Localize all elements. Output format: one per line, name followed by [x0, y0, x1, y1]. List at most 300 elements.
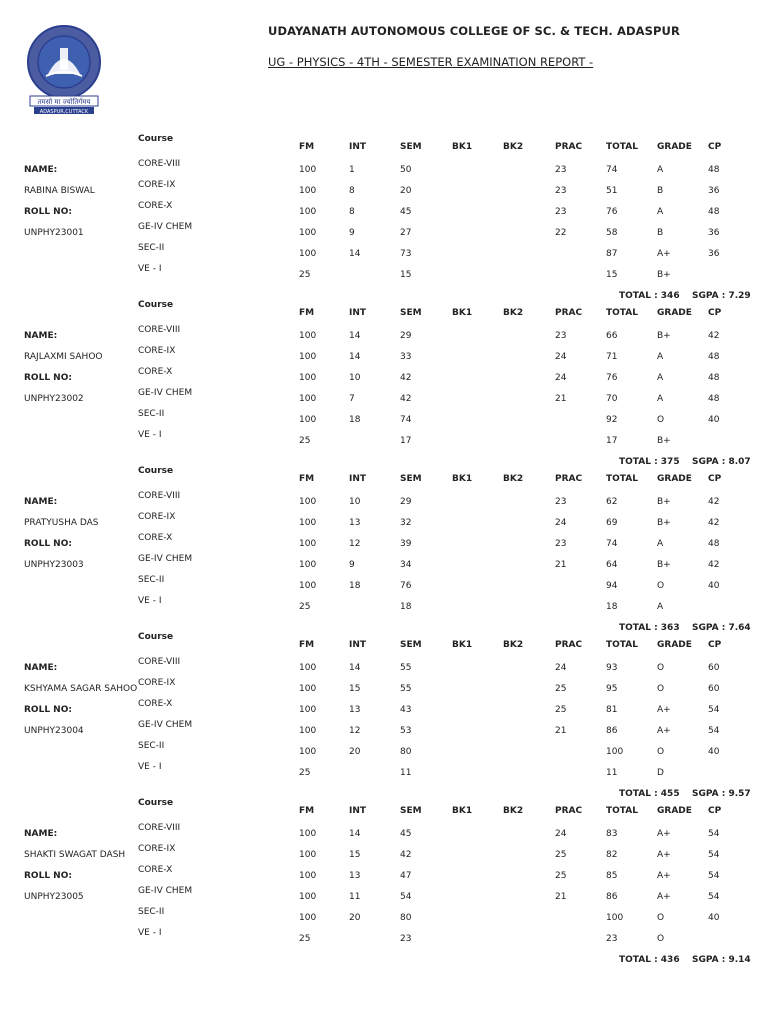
- score-cell-int: 20: [349, 913, 361, 923]
- score-cell-grade: B+: [657, 270, 671, 280]
- score-cell-grade: B+: [657, 560, 671, 570]
- score-cell-sem: 23: [400, 934, 412, 944]
- score-cell-grade: A+: [657, 705, 671, 715]
- column-header-sem: SEM: [400, 308, 422, 318]
- score-cell-total: 11: [606, 768, 618, 778]
- score-cell-cp: 48: [708, 373, 720, 383]
- score-cell-cp: 48: [708, 539, 720, 549]
- score-cell-cp: 60: [708, 684, 720, 694]
- column-header-fm: FM: [299, 474, 315, 484]
- score-cell-grade: A+: [657, 892, 671, 902]
- score-cell-cp: 36: [708, 228, 720, 238]
- column-header-prac: PRAC: [555, 142, 583, 152]
- column-header-fm: FM: [299, 640, 315, 650]
- score-cell-prac: 21: [555, 892, 567, 902]
- score-cell-grade: B+: [657, 497, 671, 507]
- course-name: GE-IV CHEM: [138, 222, 193, 232]
- score-cell-prac: 24: [555, 829, 567, 839]
- score-cell-fm: 100: [299, 892, 317, 902]
- roll-label: ROLL NO:: [24, 705, 72, 715]
- column-header-grade: GRADE: [657, 142, 692, 152]
- result-blocks: [0, 131, 768, 965]
- score-cell-int: 15: [349, 850, 361, 860]
- score-cell-total: 18: [606, 602, 618, 612]
- score-cell-cp: 48: [708, 394, 720, 404]
- report-title: UG - PHYSICS - 4TH - SEMESTER EXAMINATION REPORT -: [268, 55, 594, 69]
- score-cell-fm: 100: [299, 829, 317, 839]
- score-cell-cp: 42: [708, 518, 720, 528]
- score-cell-grade: B: [657, 228, 664, 238]
- score-cell-grade: A: [657, 602, 664, 612]
- name-label: NAME:: [24, 497, 58, 507]
- score-cell-fm: 100: [299, 228, 317, 238]
- score-cell-prac: 25: [555, 871, 567, 881]
- score-cell-total: 100: [606, 747, 624, 757]
- score-cell-total: 81: [606, 705, 618, 715]
- column-header-prac: PRAC: [555, 806, 583, 816]
- score-cell-int: 12: [349, 726, 361, 736]
- score-cell-grade: A: [657, 352, 664, 362]
- score-cell-total: 51: [606, 186, 618, 196]
- score-cell-total: 23: [606, 934, 618, 944]
- score-cell-sem: 73: [400, 249, 412, 259]
- score-cell-sem: 45: [400, 829, 412, 839]
- score-cell-fm: 100: [299, 726, 317, 736]
- course-name: GE-IV CHEM: [138, 388, 193, 398]
- course-name: CORE-IX: [138, 512, 176, 522]
- score-cell-sem: 39: [400, 539, 412, 549]
- score-cell-total: 74: [606, 539, 618, 549]
- sgpa-value: SGPA : 9.57: [692, 789, 751, 799]
- score-cell-sem: 42: [400, 394, 412, 404]
- column-header-bk2: BK2: [503, 806, 524, 816]
- course-name: VE - I: [138, 928, 162, 938]
- score-cell-total: 62: [606, 497, 618, 507]
- student-name: RABINA BISWAL: [24, 186, 95, 196]
- course-name: SEC-II: [138, 243, 165, 253]
- column-header-sem: SEM: [400, 474, 422, 484]
- score-cell-cp: 40: [708, 415, 720, 425]
- score-cell-grade: A+: [657, 726, 671, 736]
- course-header: Course: [138, 632, 174, 642]
- course-name: CORE-VIII: [138, 325, 181, 335]
- student-result-block: [0, 131, 768, 301]
- course-name: CORE-IX: [138, 844, 176, 854]
- score-cell-total: 66: [606, 331, 618, 341]
- score-cell-sem: 55: [400, 684, 412, 694]
- student-result-block: [0, 297, 768, 467]
- score-cell-fm: 100: [299, 207, 317, 217]
- column-header-fm: FM: [299, 308, 315, 318]
- score-cell-total: 92: [606, 415, 618, 425]
- course-name: GE-IV CHEM: [138, 886, 193, 896]
- name-label: NAME:: [24, 165, 58, 175]
- score-cell-int: 15: [349, 684, 361, 694]
- score-cell-grade: A+: [657, 829, 671, 839]
- score-cell-grade: B+: [657, 331, 671, 341]
- score-cell-sem: 54: [400, 892, 412, 902]
- score-cell-cp: 54: [708, 726, 720, 736]
- score-cell-cp: 60: [708, 663, 720, 673]
- score-cell-total: 70: [606, 394, 618, 404]
- score-cell-cp: 42: [708, 331, 720, 341]
- column-header-cp: CP: [708, 640, 722, 650]
- score-cell-fm: 100: [299, 331, 317, 341]
- college-logo: [24, 24, 104, 114]
- score-cell-sem: 29: [400, 497, 412, 507]
- score-cell-cp: 42: [708, 560, 720, 570]
- column-header-bk1: BK1: [452, 640, 473, 650]
- student-name: PRATYUSHA DAS: [24, 518, 99, 528]
- column-header-total: TOTAL: [606, 640, 638, 650]
- total-marks: TOTAL : 363: [619, 623, 680, 633]
- score-cell-grade: O: [657, 415, 665, 425]
- score-cell-cp: 42: [708, 497, 720, 507]
- score-cell-int: 12: [349, 539, 361, 549]
- score-cell-total: 58: [606, 228, 618, 238]
- score-cell-grade: O: [657, 684, 665, 694]
- total-marks: TOTAL : 375: [619, 457, 680, 467]
- score-cell-int: 7: [349, 394, 355, 404]
- score-cell-total: 86: [606, 892, 618, 902]
- column-header-grade: GRADE: [657, 640, 692, 650]
- column-header-sem: SEM: [400, 142, 422, 152]
- student-name: KSHYAMA SAGAR SAHOO: [24, 684, 138, 694]
- score-cell-fm: 100: [299, 871, 317, 881]
- column-header-prac: PRAC: [555, 474, 583, 484]
- score-cell-fm: 100: [299, 850, 317, 860]
- score-cell-prac: 21: [555, 560, 567, 570]
- score-cell-cp: 54: [708, 892, 720, 902]
- score-cell-total: 15: [606, 270, 618, 280]
- score-cell-grade: A+: [657, 249, 671, 259]
- score-cell-fm: 100: [299, 539, 317, 549]
- column-header-int: INT: [349, 142, 367, 152]
- score-cell-total: 95: [606, 684, 618, 694]
- score-cell-sem: 45: [400, 207, 412, 217]
- column-header-grade: GRADE: [657, 308, 692, 318]
- total-marks: TOTAL : 346: [619, 291, 680, 301]
- sgpa-value: SGPA : 9.14: [692, 955, 751, 965]
- column-header-prac: PRAC: [555, 640, 583, 650]
- score-cell-int: 9: [349, 560, 355, 570]
- column-header-bk1: BK1: [452, 142, 473, 152]
- score-cell-sem: 80: [400, 913, 412, 923]
- svg-text:तमसो मा ज्योतिर्गमय: तमसो मा ज्योतिर्गमय: [37, 98, 91, 106]
- score-cell-sem: 80: [400, 747, 412, 757]
- score-cell-cp: 54: [708, 850, 720, 860]
- score-cell-prac: 24: [555, 373, 567, 383]
- score-cell-prac: 25: [555, 684, 567, 694]
- column-header-cp: CP: [708, 474, 722, 484]
- column-header-grade: GRADE: [657, 474, 692, 484]
- score-cell-prac: 21: [555, 726, 567, 736]
- score-cell-fm: 100: [299, 913, 317, 923]
- course-header: Course: [138, 134, 174, 144]
- score-cell-cp: 40: [708, 913, 720, 923]
- score-cell-sem: 74: [400, 415, 412, 425]
- score-cell-prac: 23: [555, 165, 567, 175]
- column-header-grade: GRADE: [657, 806, 692, 816]
- score-cell-fm: 100: [299, 684, 317, 694]
- course-name: CORE-X: [138, 699, 173, 709]
- score-cell-cp: 36: [708, 249, 720, 259]
- roll-number: UNPHY23001: [24, 228, 84, 238]
- student-name: SHAKTI SWAGAT DASH: [24, 850, 126, 860]
- score-cell-sem: 20: [400, 186, 412, 196]
- score-cell-sem: 18: [400, 602, 412, 612]
- score-cell-int: 1: [349, 165, 355, 175]
- name-label: NAME:: [24, 663, 58, 673]
- score-cell-fm: 100: [299, 394, 317, 404]
- course-name: CORE-IX: [138, 678, 176, 688]
- course-header: Course: [138, 300, 174, 310]
- column-header-fm: FM: [299, 142, 315, 152]
- score-cell-total: 86: [606, 726, 618, 736]
- score-cell-grade: A: [657, 394, 664, 404]
- score-cell-grade: A+: [657, 850, 671, 860]
- column-header-sem: SEM: [400, 640, 422, 650]
- sgpa-value: SGPA : 8.07: [692, 457, 751, 467]
- score-cell-fm: 25: [299, 436, 311, 446]
- score-cell-prac: 25: [555, 705, 567, 715]
- score-cell-prac: 21: [555, 394, 567, 404]
- column-header-bk1: BK1: [452, 308, 473, 318]
- score-cell-total: 76: [606, 373, 618, 383]
- score-cell-prac: 23: [555, 186, 567, 196]
- score-cell-sem: 42: [400, 850, 412, 860]
- score-cell-sem: 17: [400, 436, 412, 446]
- score-cell-fm: 25: [299, 768, 311, 778]
- score-cell-fm: 100: [299, 705, 317, 715]
- course-name: VE - I: [138, 264, 162, 274]
- score-cell-cp: 36: [708, 186, 720, 196]
- score-cell-sem: 15: [400, 270, 412, 280]
- score-cell-cp: 48: [708, 352, 720, 362]
- score-cell-fm: 100: [299, 581, 317, 591]
- svg-text:ADASPUR,CUTTACK: ADASPUR,CUTTACK: [39, 109, 89, 115]
- column-header-cp: CP: [708, 142, 722, 152]
- score-cell-int: 13: [349, 518, 361, 528]
- score-cell-total: 69: [606, 518, 618, 528]
- course-name: SEC-II: [138, 409, 165, 419]
- score-cell-sem: 76: [400, 581, 412, 591]
- score-cell-total: 93: [606, 663, 618, 673]
- score-cell-int: 13: [349, 705, 361, 715]
- course-name: CORE-X: [138, 865, 173, 875]
- roll-label: ROLL NO:: [24, 373, 72, 383]
- roll-number: UNPHY23004: [24, 726, 84, 736]
- sgpa-value: SGPA : 7.64: [692, 623, 751, 633]
- score-cell-sem: 34: [400, 560, 412, 570]
- score-cell-total: 100: [606, 913, 624, 923]
- score-cell-fm: 100: [299, 373, 317, 383]
- score-cell-grade: O: [657, 663, 665, 673]
- course-name: CORE-VIII: [138, 657, 181, 667]
- score-cell-sem: 42: [400, 373, 412, 383]
- score-cell-total: 85: [606, 871, 618, 881]
- student-result-block: [0, 795, 768, 965]
- score-cell-fm: 100: [299, 497, 317, 507]
- college-title: UDAYANATH AUTONOMOUS COLLEGE OF SC. & TECH. ADASPUR: [268, 24, 680, 38]
- score-cell-grade: B+: [657, 436, 671, 446]
- student-result-block: [0, 629, 768, 799]
- score-cell-prac: 24: [555, 518, 567, 528]
- score-cell-grade: O: [657, 934, 665, 944]
- score-cell-sem: 47: [400, 871, 412, 881]
- score-cell-total: 87: [606, 249, 618, 259]
- course-name: GE-IV CHEM: [138, 554, 193, 564]
- score-cell-int: 11: [349, 892, 361, 902]
- score-cell-int: 20: [349, 747, 361, 757]
- score-cell-fm: 100: [299, 249, 317, 259]
- score-cell-fm: 100: [299, 747, 317, 757]
- total-marks: TOTAL : 455: [619, 789, 680, 799]
- column-header-cp: CP: [708, 806, 722, 816]
- course-name: SEC-II: [138, 741, 165, 751]
- column-header-fm: FM: [299, 806, 315, 816]
- score-cell-grade: D: [657, 768, 664, 778]
- score-cell-total: 94: [606, 581, 618, 591]
- score-cell-sem: 32: [400, 518, 412, 528]
- score-cell-total: 74: [606, 165, 618, 175]
- score-cell-total: 17: [606, 436, 618, 446]
- course-name: GE-IV CHEM: [138, 720, 193, 730]
- course-name: CORE-X: [138, 201, 173, 211]
- column-header-sem: SEM: [400, 806, 422, 816]
- roll-number: UNPHY23003: [24, 560, 84, 570]
- column-header-bk2: BK2: [503, 474, 524, 484]
- score-cell-int: 14: [349, 663, 361, 673]
- course-name: CORE-X: [138, 533, 173, 543]
- score-cell-grade: O: [657, 581, 665, 591]
- student-name: RAJLAXMI SAHOO: [24, 352, 103, 362]
- score-cell-sem: 27: [400, 228, 412, 238]
- course-name: CORE-X: [138, 367, 173, 377]
- course-name: VE - I: [138, 762, 162, 772]
- roll-label: ROLL NO:: [24, 871, 72, 881]
- score-cell-cp: 40: [708, 581, 720, 591]
- score-cell-sem: 50: [400, 165, 412, 175]
- score-cell-int: 13: [349, 871, 361, 881]
- column-header-int: INT: [349, 640, 367, 650]
- score-cell-cp: 40: [708, 747, 720, 757]
- column-header-bk1: BK1: [452, 806, 473, 816]
- column-header-total: TOTAL: [606, 308, 638, 318]
- column-header-total: TOTAL: [606, 474, 638, 484]
- score-cell-int: 14: [349, 331, 361, 341]
- course-name: VE - I: [138, 596, 162, 606]
- score-cell-grade: O: [657, 747, 665, 757]
- score-cell-int: 8: [349, 207, 355, 217]
- score-cell-sem: 29: [400, 331, 412, 341]
- score-cell-cp: 54: [708, 871, 720, 881]
- total-marks: TOTAL : 436: [619, 955, 680, 965]
- score-cell-cp: 48: [708, 207, 720, 217]
- course-name: SEC-II: [138, 907, 165, 917]
- score-cell-cp: 54: [708, 705, 720, 715]
- score-cell-prac: 23: [555, 331, 567, 341]
- score-cell-fm: 100: [299, 663, 317, 673]
- score-cell-sem: 11: [400, 768, 412, 778]
- column-header-bk2: BK2: [503, 142, 524, 152]
- score-cell-grade: A+: [657, 871, 671, 881]
- score-cell-grade: A: [657, 539, 664, 549]
- score-cell-fm: 25: [299, 270, 311, 280]
- course-name: VE - I: [138, 430, 162, 440]
- score-cell-int: 10: [349, 497, 361, 507]
- course-header: Course: [138, 466, 174, 476]
- column-header-total: TOTAL: [606, 142, 638, 152]
- score-cell-prac: 23: [555, 497, 567, 507]
- score-cell-int: 14: [349, 829, 361, 839]
- course-header: Course: [138, 798, 174, 808]
- score-cell-int: 18: [349, 581, 361, 591]
- score-cell-grade: O: [657, 913, 665, 923]
- score-cell-grade: B: [657, 186, 664, 196]
- course-name: CORE-VIII: [138, 159, 181, 169]
- column-header-int: INT: [349, 806, 367, 816]
- score-cell-fm: 25: [299, 602, 311, 612]
- name-label: NAME:: [24, 829, 58, 839]
- course-name: CORE-IX: [138, 180, 176, 190]
- score-cell-fm: 100: [299, 518, 317, 528]
- score-cell-int: 14: [349, 249, 361, 259]
- score-cell-total: 83: [606, 829, 618, 839]
- score-cell-prac: 24: [555, 663, 567, 673]
- score-cell-sem: 55: [400, 663, 412, 673]
- column-header-int: INT: [349, 474, 367, 484]
- roll-label: ROLL NO:: [24, 539, 72, 549]
- score-cell-sem: 53: [400, 726, 412, 736]
- score-cell-fm: 100: [299, 560, 317, 570]
- column-header-bk1: BK1: [452, 474, 473, 484]
- name-label: NAME:: [24, 331, 58, 341]
- score-cell-grade: A: [657, 165, 664, 175]
- score-cell-prac: 23: [555, 207, 567, 217]
- score-cell-prac: 24: [555, 352, 567, 362]
- score-cell-total: 71: [606, 352, 618, 362]
- score-cell-int: 18: [349, 415, 361, 425]
- score-cell-int: 10: [349, 373, 361, 383]
- score-cell-grade: B+: [657, 518, 671, 528]
- roll-label: ROLL NO:: [24, 207, 72, 217]
- score-cell-int: 8: [349, 186, 355, 196]
- score-cell-fm: 100: [299, 352, 317, 362]
- column-header-int: INT: [349, 308, 367, 318]
- score-cell-fm: 100: [299, 165, 317, 175]
- score-cell-fm: 100: [299, 186, 317, 196]
- score-cell-cp: 54: [708, 829, 720, 839]
- column-header-bk2: BK2: [503, 640, 524, 650]
- score-cell-prac: 23: [555, 539, 567, 549]
- score-cell-total: 64: [606, 560, 618, 570]
- score-cell-total: 82: [606, 850, 618, 860]
- column-header-bk2: BK2: [503, 308, 524, 318]
- roll-number: UNPHY23002: [24, 394, 84, 404]
- score-cell-cp: 48: [708, 165, 720, 175]
- course-name: CORE-VIII: [138, 491, 181, 501]
- score-cell-sem: 33: [400, 352, 412, 362]
- course-name: CORE-IX: [138, 346, 176, 356]
- score-cell-sem: 43: [400, 705, 412, 715]
- column-header-cp: CP: [708, 308, 722, 318]
- roll-number: UNPHY23005: [24, 892, 84, 902]
- student-result-block: [0, 463, 768, 633]
- score-cell-grade: A: [657, 373, 664, 383]
- score-cell-prac: 22: [555, 228, 567, 238]
- score-cell-prac: 25: [555, 850, 567, 860]
